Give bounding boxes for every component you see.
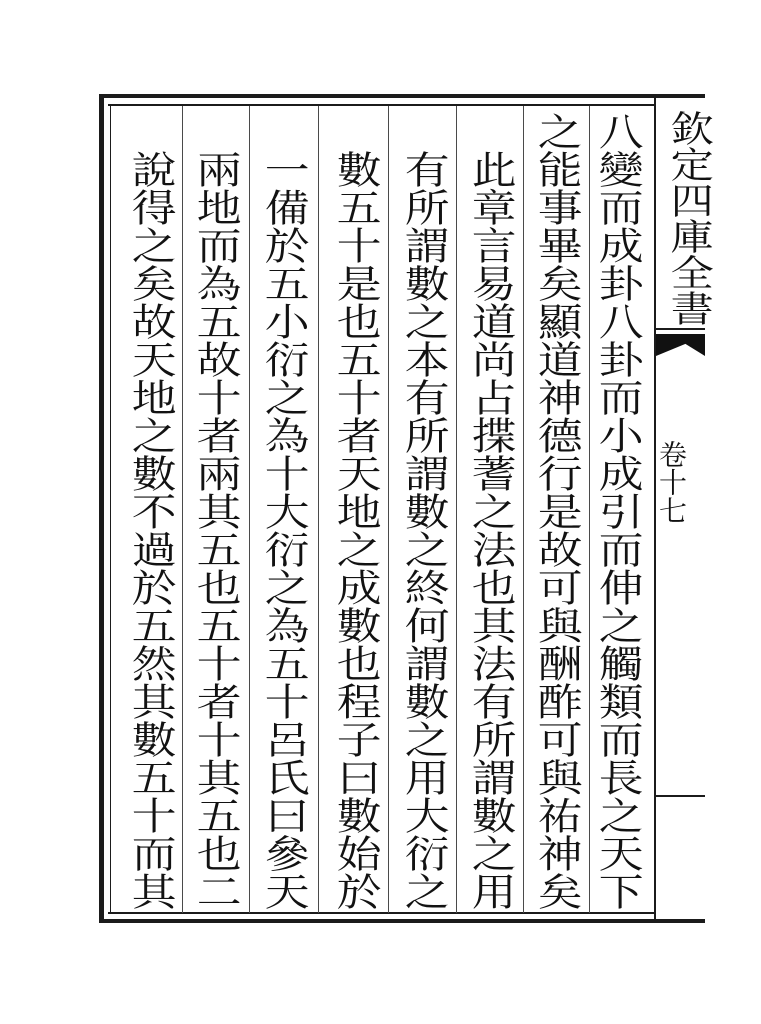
column-divider bbox=[182, 106, 183, 913]
margin-rule-upper bbox=[656, 328, 705, 330]
column-divider bbox=[318, 106, 319, 913]
frame-border-top-inner bbox=[108, 104, 656, 106]
margin-book-title: 欽定四庫全書 bbox=[664, 110, 714, 326]
column-divider bbox=[523, 106, 524, 913]
frame-border-bottom-inner bbox=[108, 912, 656, 914]
column-divider bbox=[589, 106, 590, 913]
frame-border-left-inner bbox=[110, 104, 111, 914]
margin-rule-lower bbox=[656, 795, 705, 797]
text-column-5: 數五十是也五十者天地之成數也程子曰數始於 bbox=[329, 150, 381, 910]
frame-border-left-outer bbox=[99, 94, 104, 923]
text-column-3: 此章言易道尚占揲蓍之法也其法有所謂數之用 bbox=[464, 150, 516, 910]
column-divider bbox=[456, 106, 457, 913]
center-fold-margin bbox=[655, 106, 714, 914]
column-divider bbox=[388, 106, 389, 913]
text-column-2: 之能事畢矣顯道神德行是故可與酬酢可與祐神矣 bbox=[530, 112, 582, 910]
frame-border-top-outer bbox=[99, 94, 705, 98]
text-column-4: 有所謂數之本有所謂數之終何謂數之用大衍之 bbox=[397, 150, 449, 910]
text-column-6: 一備於五小衍之為十大衍之為五十呂氏曰參天 bbox=[257, 150, 309, 910]
text-column-7: 兩地而為五故十者兩其五也五十者十其五也二 bbox=[189, 150, 241, 910]
text-column-8: 說得之矣故天地之數不過於五然其數五十而其 bbox=[124, 150, 176, 910]
margin-volume-number: 卷十七 bbox=[655, 440, 688, 524]
column-divider bbox=[249, 106, 250, 913]
text-column-1: 八變而成卦八卦而小成引而伸之觸類而長之天下 bbox=[591, 112, 643, 910]
fish-tail-mark bbox=[656, 334, 705, 356]
